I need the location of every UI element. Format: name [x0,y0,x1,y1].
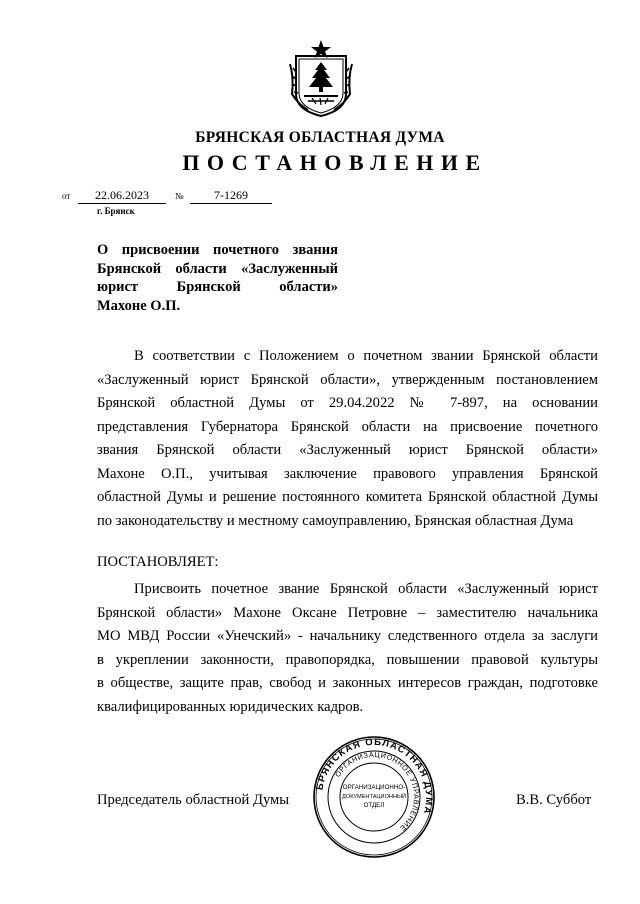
subject-line: Брянской области «Заслуженный [97,260,338,277]
resolve-heading: ПОСТАНОВЛЯЕТ: [97,554,219,570]
body-line: В соответствии с Положением о почетном звании Брянской области [134,348,598,364]
preamble-paragraph [97,345,598,533]
stamp-center-line: ОРГАНИЗАЦИОННО- [342,784,406,791]
signatory-name: В.В. Суббот [516,792,592,808]
body-line: МО МВД России «Унечский» - начальнику следственного отдела за заслуги [97,628,598,644]
subject-line: О присвоении почетного звания [97,242,338,258]
body-line: квалифицированных юридических кадров. [97,698,364,715]
stamp-outer-text: БРЯНСКАЯ ОБЛАСТНАЯ ДУМА [314,736,435,816]
date-label: от [62,191,71,201]
signatory-title: Председатель областной Думы [97,792,290,808]
body-line: Присвоить почетное звание Брянской области «Заслуженный юрист [134,581,598,597]
document-type-title: ПОСТАНОВЛЕНИЕ [182,150,488,175]
subject-line: юрист Брянской области» [97,279,338,295]
resolution-paragraph [97,578,598,719]
body-line: областной Думы и решение постоянного комитета Брянской областной Думы [97,489,598,505]
body-line: Махоне О.П., учитывая заключение правового управления Брянской [97,465,598,482]
official-stamp-icon [312,735,436,859]
number-label: № [175,191,184,201]
body-line: «Заслуженный юрист Брянской области», утвержденным постановлением [97,371,598,388]
stamp-center-line: ОТДЕЛ [363,802,385,809]
document-subject [97,241,338,315]
body-line: представления Губернатора Брянской области на присвоение почетного [97,418,598,435]
body-line: по законодательству и местному самоуправлению, Брянская областная Дума [97,512,574,529]
body-line: Брянской областной Думы от 29.04.2022 № 7-897, на основании [97,395,598,411]
date-value: 22.06.2023 [78,188,166,204]
organization-name: БРЯНСКАЯ ОБЛАСТНАЯ ДУМА [195,129,445,146]
coat-of-arms-icon [288,38,354,118]
body-line: звания Брянской области «Заслуженный юрист Брянской области» [97,442,598,458]
body-line: в обществе, защите прав, свобод и законных интересов граждан, подготовке [97,675,598,691]
number-value: 7-1269 [190,188,272,204]
body-line: Брянской области» Махоне Оксане Петровне – заместителю начальника [97,604,598,621]
city-label: г. Брянск [97,206,135,216]
stamp-inner-text: ОРГАНИЗАЦИОННОЕ УПРАВЛЕНИЕ [332,749,422,834]
stamp-center-line: ДОКУМЕНТАЦИОННЫЙ [342,794,406,800]
subject-line: Махоне О.П. [97,297,181,314]
body-line: в укреплении законности, правопорядка, повышении правовой культуры [97,651,598,668]
